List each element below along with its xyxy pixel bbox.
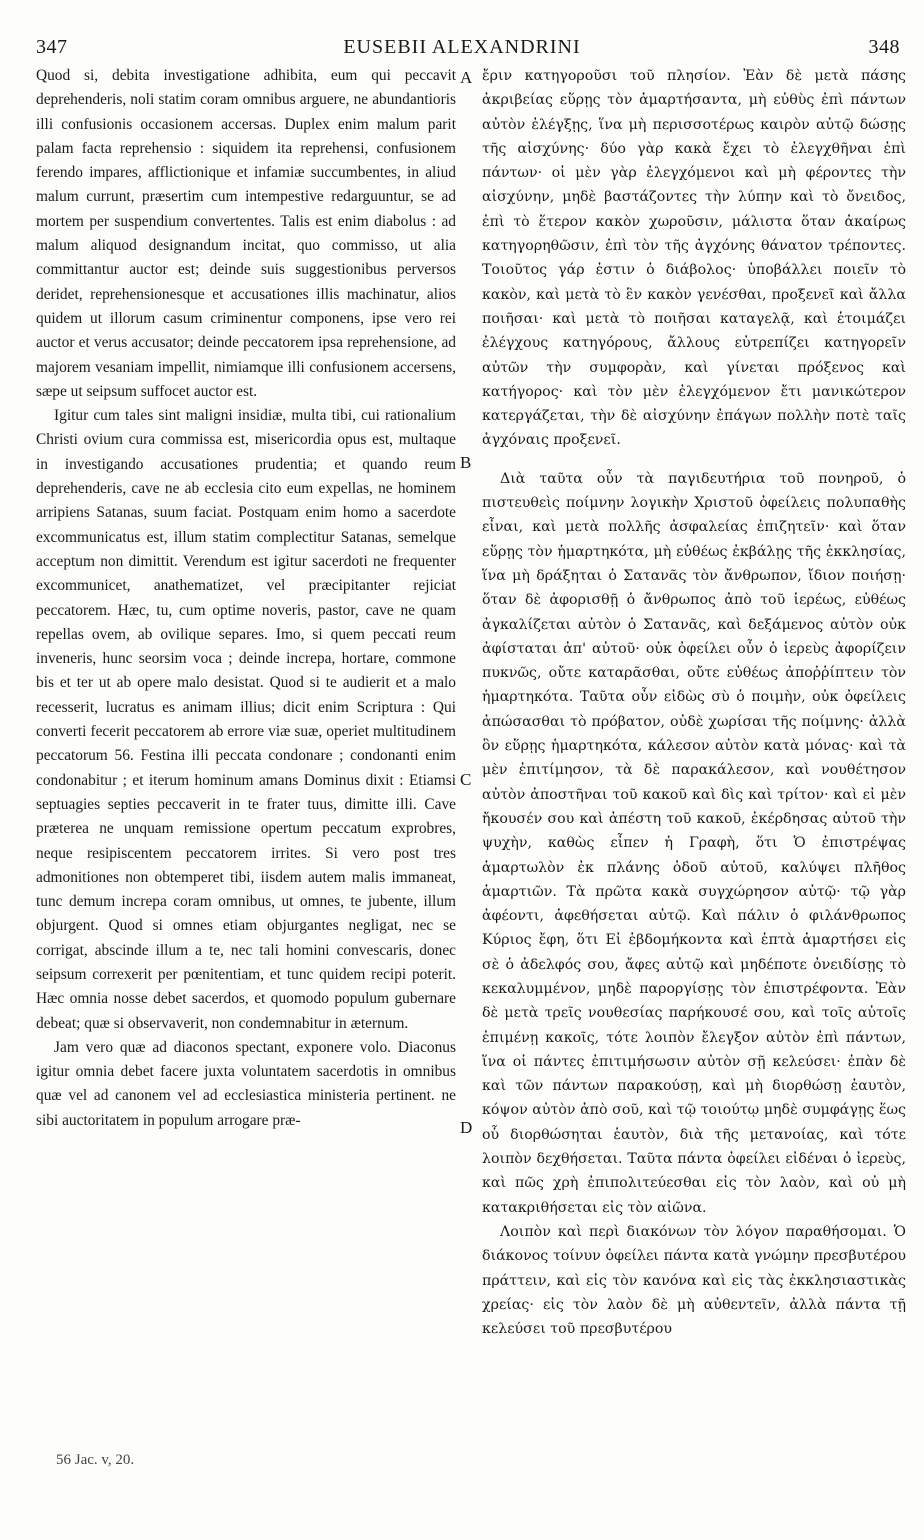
latin-paragraph-2: Igitur cum tales sint maligni insidiæ, multa tibi, cui rationalium Christi ovium cura commissa est, misericordia opus est, multaque in investigando accusationes prudentia; et quando reum deprehenderis, cave ne ab ecclesia cito eum expellas, ne hominem arripiens Satanas, suum faciat. Postquam enim homo a sacerdote excommunicatus est, illum statim complectitur Satanas, semelque acceptum non dimittit. Verendum est igitur sacerdoti ne frequenter excommunicet, anathematizet, vel præcipitanter rejiciat peccatorem. Hæc, tu, cum optime noveris, pastor, cave ne quam repellas ovem, ab ovilique separes. Imo, si quem peccati reum inveneris, hunc seorsim voca ; deinde increpa, hortare, commone bis et ter ut ab opere malo desistat. Quod si te audierit et a malo recesserit, lucratus es animam illius; dicit enim Scriptura : Qui converti fecerit peccatorem ab errore viæ suæ, operiet multitudinem peccatorum 56. Festina illi peccata condonare ; condonanti enim condonabitur ; et iterum hominum amans Dominus dixit : Etiamsi septuagies septies peccaverit in te frater tuus, dimitte illi. Cave præterea ne unquam remissione opertum peccatum exprobres, neque resipiscentem peccatorem irrites. Si vero post tres admonitiones non obtemperet tibi, iisdem autem malis immaneat, tunc demum increpa coram omnibus, ut omnes, te jubente, illum objurgent. Quod si omnes etiam objurgantes negligat, nec se corrigat, abscinde illum a te, nec tali homini convescaris, donec seipsum correxerit per pœnitentiam, et tunc quidem recipi poterit. Hæc omnia nosse debet sacerdos, et quomodo populum gubernare debeat; quæ si observaverit, non condemnabitur in æternum. (36, 407, 456, 1032)
margin-letter-d: D (460, 1118, 473, 1137)
right-page-number: 348 (868, 36, 900, 58)
latin-column (36, 64, 456, 1133)
greek-column (482, 64, 906, 1341)
left-page-number: 347 (36, 36, 68, 58)
margin-letter-b: B (460, 453, 472, 472)
running-title: EUSEBII ALEXANDRINI (343, 36, 581, 58)
latin-paragraph-1: Quod si, debita investigatione adhibita, eum qui peccavit deprehenderis, noli statim coram omnibus arguere, ne abundantioris illi confusionis occasionem accersas. Duplex enim malum parit palam facta reprehensio : siquidem ita reprehensi, confusionem ferendo impares, afflictionique et infamiæ succumbentes, in aliud malum currunt, præsertim cum intempestive redarguuntur, se ad mortem per suspendium convertentes. Talis est enim diabolus : ad malum aliquod designandum incitat, quo commisso, ut alia committantur auctor est; deinde suis suggestionibus perversos deridet, reprehensionesque et accusationes illis machinatur, alios quidem ut illorum casum criminentur componens, ipse vero rei auctor et verus accusator; deinde peccatorem ipsa reprehensione, ad majorem vesaniam impellit, nimiamque illi confusionem accersens, sæpe ut seipsum suffocet auctor est. (36, 67, 456, 400)
margin-letter-c: C (460, 770, 472, 789)
greek-paragraph-1: ἔριν κατηγοροῦσι τοῦ πλησίον. Ἐὰν δὲ μετὰ πάσης ἀκριβείας εὕρῃς τὸν ἁμαρτήσαντα, μὴ εὐθὺς ἐπὶ πάντων αὐτὸν ἐλέγξῃς, ἵνα μὴ περισσοτέρως καιρὸν αὐτῷ δώσῃς τῆς αἰσχύνης· δύο γὰρ κακὰ ἔχει τὸ ἐλεγχθῆναι ἐπὶ πάντων· οἱ μὲν γὰρ ἐλεγχόμενοι καὶ μὴ φέροντες τὴν αἰσχύνην, μηδὲ βαστάζοντες τὴν λύπην καὶ τὸ ὄνειδος, ἐπὶ τὸ ἕτερον κακὸν χωροῦσιν, μάλιστα ὅταν ἀκαίρως κατηγορηθῶσιν, ἐπὶ τὸν τῆς ἀγχόνης θάνατον τρέποντες. Τοιοῦτος γάρ ἐστιν ὁ διάβολος· ὑποβάλλει ποιεῖν τὸ κακὸν, καὶ μετὰ τὸ ἓν κακὸν γενέσθαι, προξενεῖ καὶ ἄλλα ποιῆσαι· καὶ μετὰ τὸ ποιῆσαι καταγελᾷ, καὶ ἑτοιμάζει ἐλέγχους κατηγόρους, ἄλλους εὐτρεπίζει κατηγορεῖν αὐτῶν τὴν συμφορὰν, καὶ γίνεται πρόξενος καὶ κατήγορος· καὶ τὸν μὲν ἐλεγχόμενον ἔτι μανικώτερον κατεργάζεται, τὴν δὲ αἰσχύνην ἐπάγων πολλὴν ποτὲ ταῖς ἀγχόναις προξενεῖ. (482, 68, 906, 449)
footnote: 56 Jac. v, 20. (56, 1452, 135, 1468)
latin-paragraph-3: Jam vero quæ ad diaconos spectant, exponere volo. Diaconus igitur omnia debet facere juxta voluntatem sacerdotis in omnibus quæ vel ad canonem vel ad ecclesiastica ministeria pertinent. ne sibi auctoritatem in populum arrogare præ- (36, 1038, 456, 1129)
greek-paragraph-2: Διὰ ταῦτα οὖν τὰ παγιδευτήρια τοῦ πονηροῦ, ὁ πιστευθεὶς ποίμνην λογικὴν Χριστοῦ ὀφείλεις πολυπαθὴς εἶναι, καὶ μετὰ πολλῆς ἀσφαλείας ἐπιζητεῖν· καὶ ὅταν εὕρῃς τὸν ἡμαρτηκότα, μὴ εὐθέως ἐκβάλῃς τῆς ἐκκλησίας, ἵνα μὴ δράξηται ὁ Σατανᾶς τὸν ἄνθρωπον, ἴδιον ποιήσῃ· ὅταν δὲ ἀφορισθῇ ὁ ἄνθρωπος ἀπὸ τοῦ ἱερέως, εὐθέως ἀγκαλίζεται αὐτὸν ὁ Σατανᾶς, καὶ δεξάμενος αὐτὸν οὐκ ἀφίσταται ἀπ' αὐτοῦ· οὐκ ὀφείλει οὖν ὁ ἱερεὺς ἀφορίζειν πυκνῶς, οὔτε καταρᾶσθαι, οὔτε εὐθέως ἀποῤῥίπτειν τὸν ἡμαρτηκότα. Ταῦτα οὖν εἰδὼς σὺ ὁ ποιμὴν, οὐκ ὀφείλεις ἀπώσασθαι τὸ πρόβατον, οὐδὲ χωρίσαι τῆς ποίμνης· ἀλλὰ ὃν εὕρῃς ἡμαρτηκότα, κάλεσον αὐτὸν κατὰ μόνας· καὶ τὰ μὲν ἐπιτίμησον, τὰ δὲ παρακάλεσον, καὶ νουθέτησον αὐτὸν ἀποστῆναι τοῦ κακοῦ καὶ δὶς καὶ τρίτον· καὶ εἰ μὲν ἤκουσέν σου καὶ ἀπέστη τοῦ κακοῦ, ἐκέρδησας αὐτοῦ τὴν ψυχὴν, καθὼς εἶπεν ἡ Γραφὴ, ὅτι Ὁ ἐπιστρέψας ἁμαρτωλὸν ἐκ πλάνης ὁδοῦ αὐτοῦ, καλύψει πλῆθος ἁμαρτιῶν. Τὰ πρῶτα κακὰ συγχώρησον αὐτῷ· τῷ γὰρ ἀφέοντι, ἀφεθήσεται αὐτῷ. Καὶ πάλιν ὁ φιλάνθρωπος Κύριος ἔφη, ὅτι Εἰ ἑβδομήκοντα καὶ ἑπτὰ ἁμαρτήσει εἰς σὲ ὁ ἀδελφός σου, ἄφες αὐτῷ καὶ μηδέποτε ὀνειδίσῃς τὸ κεκαλυμμένον, μηδὲ παροργίσῃς τὸν ἐπιστρέφοντα. Ἐὰν δὲ μετὰ τρεῖς νουθεσίας παρήκουσέ σου, καὶ τοῖς αὐτοῖς ἐπιμένῃ κακοῖς, τότε λοιπὸν ἔλεγξον αὐτὸν ἐπὶ πάντων, ἵνα οἱ πάντες ἐπιτιμήσωσιν αὐτὸν σῇ κελεύσει· ἐπὰν δὲ καὶ τῶν πάντων παρακούσῃ, καὶ μὴ διορθώσῃ ἑαυτὸν, κόψον αὐτὸν ἀπὸ σοῦ, καὶ τῷ τοιούτῳ μηδὲ συμφάγῃς ἕως οὗ διορθώσηται ἑαυτὸν, διὰ τῆς μετανοίας, καὶ τότε λοιπὸν δεχθήσεται. Ταῦτα πάντα ὀφείλει εἰδέναι ὁ ἱερεὺς, καὶ πῶς χρὴ ἐπιπολιτεύεσθαι εἰς τὸν λαὸν, καὶ οὐ μὴ κατακριθήσεται εἰς τὸν αἰῶνα. (482, 470, 906, 1216)
greek-paragraph-3: Λοιπὸν καὶ περὶ διακόνων τὸν λόγον παραθήσομαι. Ὁ διάκονος τοίνυν ὀφείλει πάντα κατὰ γνώμην πρεσβυτέρου πράττειν, καὶ εἰς τὸν κανόνα καὶ εἰς τὰς ἐκκλησιαστικὰς χρείας· εἰς τὸν λαὸν δὲ μὴ αὐθεντεῖν, ἀλλὰ πάντα τῇ κελεύσει τοῦ πρεσβυτέρου (482, 1223, 906, 1338)
margin-letter-a: A (460, 68, 473, 87)
